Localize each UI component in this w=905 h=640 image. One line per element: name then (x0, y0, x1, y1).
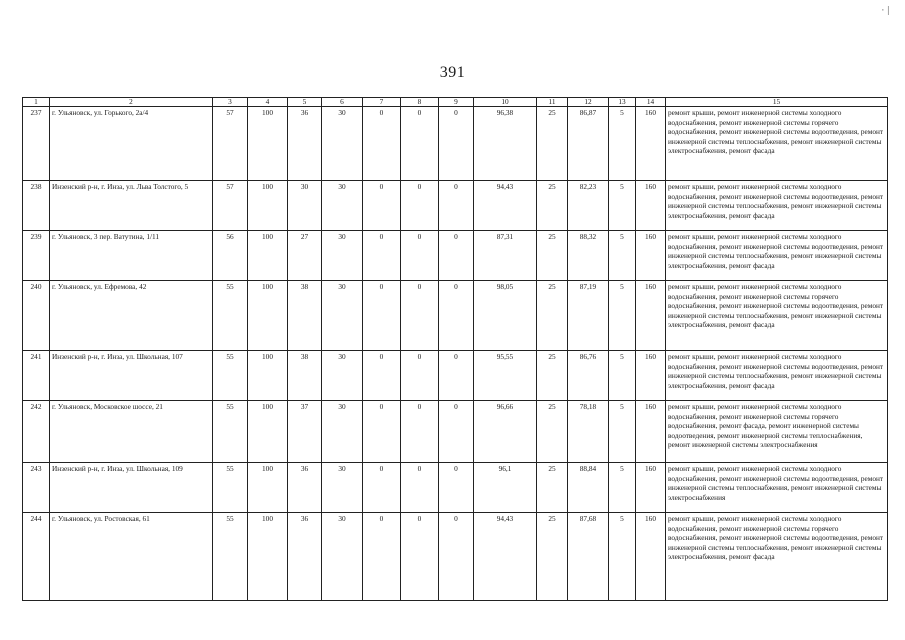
table-cell: 96,66 (474, 401, 537, 463)
table-cell: 30 (322, 401, 363, 463)
table-cell: 56 (213, 231, 248, 281)
table-cell: 5 (609, 463, 636, 513)
table-cell: 5 (609, 231, 636, 281)
row-number: 244 (23, 513, 50, 601)
table-cell: 30 (322, 351, 363, 401)
table-cell: 25 (537, 351, 568, 401)
table-cell: 0 (439, 107, 474, 181)
table-cell: 0 (401, 351, 439, 401)
table-cell: 5 (609, 107, 636, 181)
row-number: 238 (23, 181, 50, 231)
works-cell: ремонт крыши, ремонт инженерной системы холодного водоснабжения, ремонт инженерной системы горячего водоснабжения, ремонт фасада, ремонт инженерной системы водоотведения, ремонт инженерной системы теплоснабжения, ремонт инженерной системы электроснабжения (666, 401, 888, 463)
table-cell: 160 (636, 401, 666, 463)
table-cell: 100 (248, 107, 288, 181)
column-header: 6 (322, 98, 363, 107)
table-cell: 0 (363, 181, 401, 231)
table-cell: 98,05 (474, 281, 537, 351)
table-cell: 25 (537, 463, 568, 513)
header-row (23, 98, 888, 107)
table-cell: 5 (609, 351, 636, 401)
table-cell: 100 (248, 513, 288, 601)
column-header: 8 (401, 98, 439, 107)
table-cell: 30 (322, 281, 363, 351)
row-number: 241 (23, 351, 50, 401)
table-cell: 55 (213, 513, 248, 601)
works-cell: ремонт крыши, ремонт инженерной системы холодного водоснабжения, ремонт инженерной системы водоотведения, ремонт инженерной системы теплоснабжения, ремонт инженерной системы электроснабжения, ремонт фасада (666, 231, 888, 281)
table-cell: 38 (288, 281, 322, 351)
table-cell: 55 (213, 463, 248, 513)
table-cell: 0 (401, 513, 439, 601)
column-header: 13 (609, 98, 636, 107)
address-cell: г. Ульяновск, ул. Ростовская, 61 (50, 513, 213, 601)
column-header: 12 (568, 98, 609, 107)
table-cell: 0 (363, 351, 401, 401)
works-cell: ремонт крыши, ремонт инженерной системы холодного водоснабжения, ремонт инженерной системы горячего водоснабжения, ремонт инженерной системы водоотведения, ремонт инженерной системы теплоснабжения, ремонт инженерной системы электроснабжения, ремонт фасада (666, 281, 888, 351)
table-cell: 25 (537, 401, 568, 463)
table-cell: 96,38 (474, 107, 537, 181)
table-cell: 0 (363, 107, 401, 181)
address-cell: г. Ульяновск, ул. Горького, 2а/4 (50, 107, 213, 181)
table-row (23, 401, 888, 463)
table-row (23, 181, 888, 231)
table-cell: 25 (537, 181, 568, 231)
table-cell: 30 (322, 513, 363, 601)
table-cell: 88,84 (568, 463, 609, 513)
table-cell: 0 (401, 231, 439, 281)
table-cell: 30 (288, 181, 322, 231)
table-cell: 0 (363, 401, 401, 463)
table-cell: 0 (401, 181, 439, 231)
table-cell: 38 (288, 351, 322, 401)
table-cell: 0 (363, 281, 401, 351)
table-cell: 0 (439, 351, 474, 401)
column-header: 7 (363, 98, 401, 107)
column-header: 5 (288, 98, 322, 107)
table-cell: 25 (537, 231, 568, 281)
table-cell: 0 (363, 463, 401, 513)
column-header: 2 (50, 98, 213, 107)
table-cell: 87,19 (568, 281, 609, 351)
table-cell: 78,18 (568, 401, 609, 463)
table-cell: 100 (248, 281, 288, 351)
table-cell: 86,87 (568, 107, 609, 181)
column-header: 9 (439, 98, 474, 107)
margin-mark: ·| (880, 6, 891, 16)
row-number: 240 (23, 281, 50, 351)
table-cell: 37 (288, 401, 322, 463)
works-cell: ремонт крыши, ремонт инженерной системы холодного водоснабжения, ремонт инженерной системы водоотведения, ремонт инженерной системы теплоснабжения, ремонт инженерной системы электроснабжения (666, 463, 888, 513)
table-cell: 160 (636, 463, 666, 513)
table-cell: 30 (322, 107, 363, 181)
table-cell: 36 (288, 513, 322, 601)
column-header: 1 (23, 98, 50, 107)
table-cell: 86,76 (568, 351, 609, 401)
address-cell: г. Ульяновск, 3 пер. Ватутина, 1/11 (50, 231, 213, 281)
table-cell: 160 (636, 351, 666, 401)
table-cell: 96,1 (474, 463, 537, 513)
table-cell: 27 (288, 231, 322, 281)
address-cell: г. Ульяновск, Московское шоссе, 21 (50, 401, 213, 463)
table-cell: 0 (401, 107, 439, 181)
table-row (23, 463, 888, 513)
column-header: 4 (248, 98, 288, 107)
row-number: 243 (23, 463, 50, 513)
table-cell: 55 (213, 281, 248, 351)
works-cell: ремонт крыши, ремонт инженерной системы холодного водоснабжения, ремонт инженерной системы водоотведения, ремонт инженерной системы теплоснабжения, ремонт инженерной системы электроснабжения, ремонт фасада (666, 351, 888, 401)
column-header: 14 (636, 98, 666, 107)
table-cell: 0 (439, 401, 474, 463)
table-cell: 0 (401, 463, 439, 513)
address-cell: Инзенский р-н, г. Инза, ул. Школьная, 109 (50, 463, 213, 513)
table-row (23, 351, 888, 401)
column-header: 10 (474, 98, 537, 107)
table-row (23, 281, 888, 351)
table-cell: 30 (322, 463, 363, 513)
table-cell: 55 (213, 351, 248, 401)
table-cell: 160 (636, 107, 666, 181)
table-cell: 100 (248, 181, 288, 231)
works-cell: ремонт крыши, ремонт инженерной системы холодного водоснабжения, ремонт инженерной системы горячего водоснабжения, ремонт инженерной системы водоотведения, ремонт инженерной системы теплоснабжения, ремонт инженерной системы электроснабжения, ремонт фасада (666, 107, 888, 181)
column-header: 11 (537, 98, 568, 107)
table-cell: 0 (363, 513, 401, 601)
table-cell: 94,43 (474, 181, 537, 231)
table-cell: 30 (322, 181, 363, 231)
table-cell: 5 (609, 181, 636, 231)
works-cell: ремонт крыши, ремонт инженерной системы холодного водоснабжения, ремонт инженерной системы горячего водоснабжения, ремонт инженерной системы водоотведения, ремонт инженерной системы теплоснабжения, ремонт инженерной системы электроснабжения, ремонт фасада (666, 513, 888, 601)
table-cell: 25 (537, 281, 568, 351)
table-cell: 0 (439, 463, 474, 513)
row-number: 237 (23, 107, 50, 181)
table-cell: 25 (537, 513, 568, 601)
table-cell: 36 (288, 107, 322, 181)
table-cell: 87,31 (474, 231, 537, 281)
address-cell: г. Ульяновск, ул. Ефремова, 42 (50, 281, 213, 351)
table-row (23, 231, 888, 281)
address-cell: Инзенский р-н, г. Инза, ул. Школьная, 107 (50, 351, 213, 401)
table-cell: 0 (363, 231, 401, 281)
table-cell: 0 (401, 281, 439, 351)
table-cell: 94,43 (474, 513, 537, 601)
row-number: 242 (23, 401, 50, 463)
table-cell: 25 (537, 107, 568, 181)
table-cell: 100 (248, 351, 288, 401)
table-cell: 82,23 (568, 181, 609, 231)
table-cell: 5 (609, 281, 636, 351)
table-cell: 5 (609, 401, 636, 463)
table-cell: 5 (609, 513, 636, 601)
table-cell: 0 (439, 281, 474, 351)
column-header: 15 (666, 98, 888, 107)
table-row (23, 513, 888, 601)
table-cell: 100 (248, 401, 288, 463)
table-row (23, 107, 888, 181)
table-cell: 57 (213, 181, 248, 231)
table-cell: 30 (322, 231, 363, 281)
column-header: 3 (213, 98, 248, 107)
table-cell: 160 (636, 513, 666, 601)
table-cell: 0 (439, 513, 474, 601)
repair-register-table (22, 97, 888, 601)
table-cell: 57 (213, 107, 248, 181)
table-cell: 0 (439, 181, 474, 231)
row-number: 239 (23, 231, 50, 281)
table-cell: 100 (248, 463, 288, 513)
works-cell: ремонт крыши, ремонт инженерной системы холодного водоснабжения, ремонт инженерной системы водоотведения, ремонт инженерной системы теплоснабжения, ремонт инженерной системы электроснабжения, ремонт фасада (666, 181, 888, 231)
table-cell: 0 (439, 231, 474, 281)
table-cell: 88,32 (568, 231, 609, 281)
table-cell: 100 (248, 231, 288, 281)
table-cell: 87,68 (568, 513, 609, 601)
table-cell: 160 (636, 281, 666, 351)
address-cell: Инзенский р-н, г. Инза, ул. Льва Толстого, 5 (50, 181, 213, 231)
page-number: 391 (439, 64, 466, 81)
table-cell: 160 (636, 231, 666, 281)
table-cell: 160 (636, 181, 666, 231)
table-cell: 95,55 (474, 351, 537, 401)
table-cell: 55 (213, 401, 248, 463)
table-cell: 0 (401, 401, 439, 463)
table-cell: 36 (288, 463, 322, 513)
